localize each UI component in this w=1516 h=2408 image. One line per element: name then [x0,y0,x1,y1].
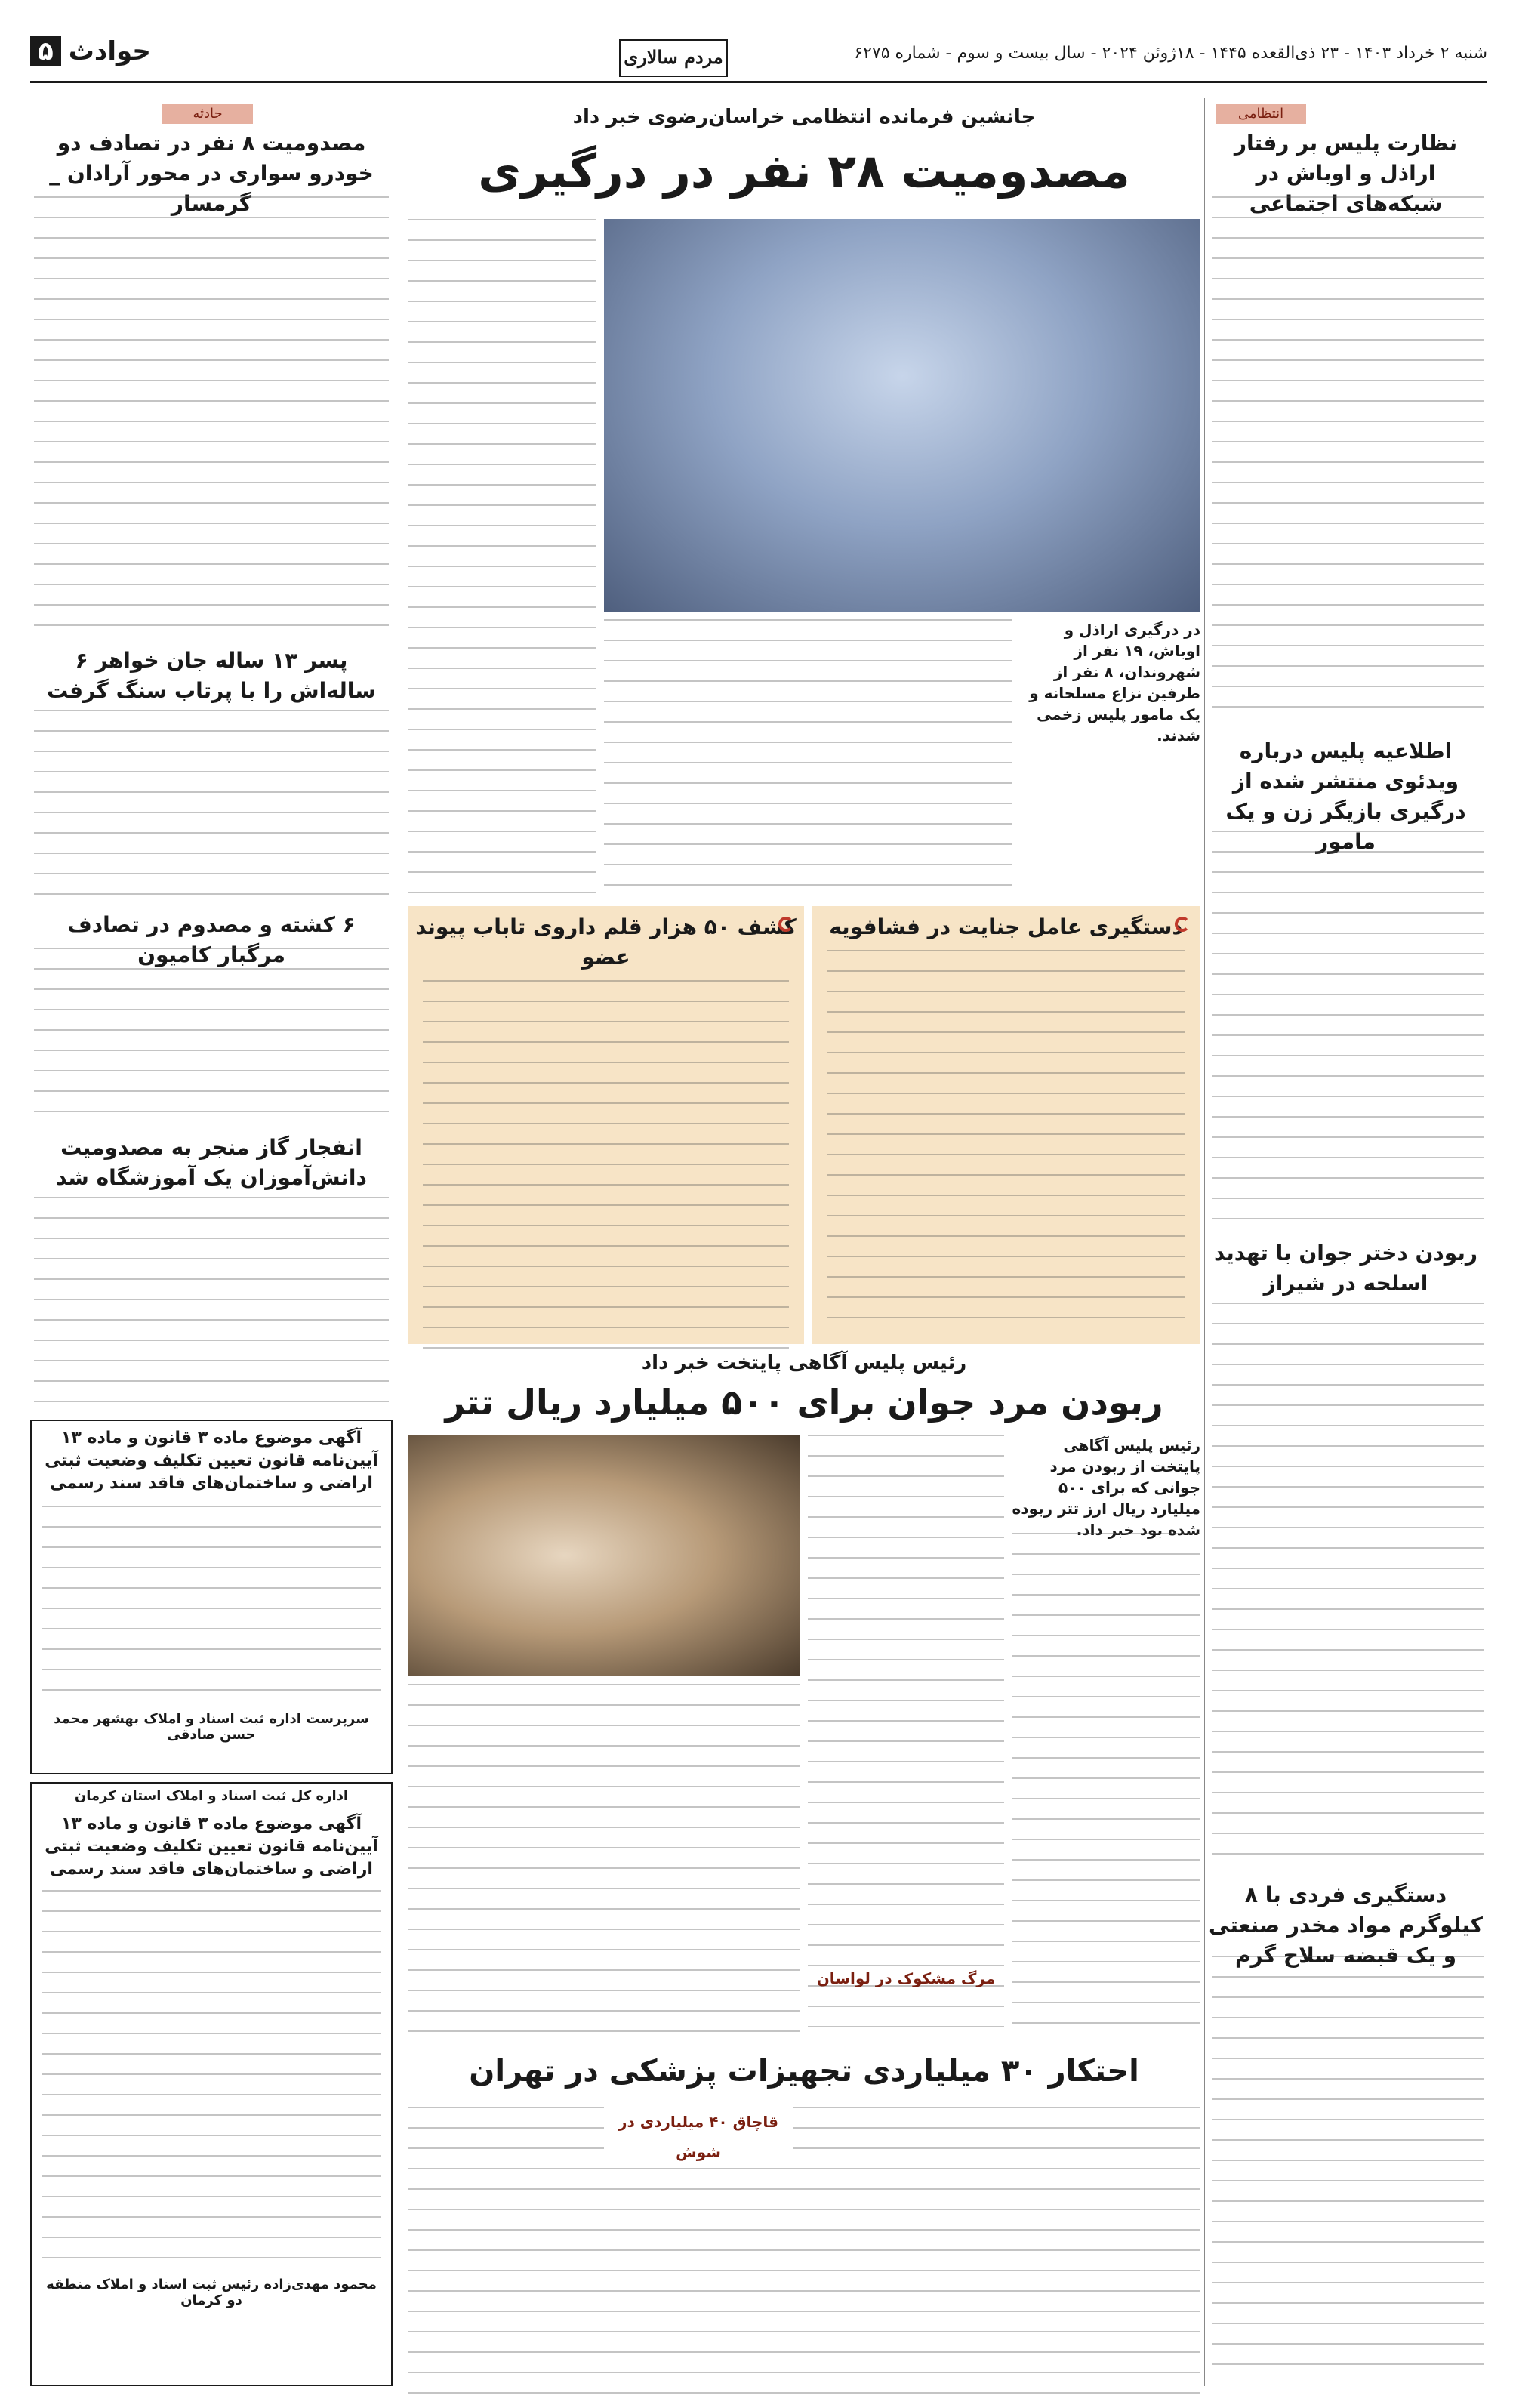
date-line: شنبه ۲ خرداد ۱۴۰۳ - ۲۳ ذی‌القعده ۱۴۴۵ - ۱۸ژوئن ۲۰۲۴ - سال بیست و سوم - شماره ۶۲۷۵ [854,44,1487,63]
third-article-text [408,2107,1200,2394]
right-headline-1: نظارت پلیس بر رفتار اراذل و اوباش در شبکه‌های اجتماعی [1234,131,1458,216]
column-tag-right: انتظامی [1216,104,1306,124]
left-headline-2: پسر ۱۳ ساله جان خواهر ۶ ساله‌اش را با پرتاب سنگ گرفت [47,648,376,703]
main-headline: مصدومیت ۲۸ نفر در درگیری [478,143,1130,199]
section-title [30,36,151,66]
ad-1-text [42,1506,381,1702]
ad-2-signature: محمود مهدی‌زاده رئیس ثبت اسناد و املاک منطقه دو کرمان [46,2277,377,2308]
ad-2-title: آگهی موضوع ماده ۳ قانون و ماده ۱۳ آیین‌نامه قانون تعیین تکلیف وضعیت ثبتی اراضی و ساختمان‌های فاقد سند رسمی [45,1814,378,1879]
second-article-columns [408,1684,800,2046]
second-subhead: مرگ مشکوک در لواسان [816,1969,996,1987]
second-headline: ربودن مرد جوان برای ۵۰۰ میلیارد ریال تتر [445,1382,1163,1423]
box-left-text [423,980,789,1358]
box-right-title: دستگیری عامل جنایت در فشافویه [829,914,1183,939]
second-article-column-2 [1012,1533,1200,2039]
ad-2-head: اداره کل ثبت اسناد و املاک استان کرمان [74,1788,349,1804]
left-article-2-text [34,710,389,906]
news-bullet-icon [1175,917,1190,932]
right-article-2-text [1212,831,1484,1223]
ad-1-title: آگهی موضوع ماده ۳ قانون و ماده ۱۳ آیین‌نامه قانون تعیین تکلیف وضعیت ثبتی اراضی و ساختمان‌های فاقد سند رسمی [45,1429,378,1493]
box-right-text [827,950,1185,1327]
second-photo [408,1435,800,1676]
main-article-column-1 [408,219,596,899]
ad-1-signature: سرپرست اداره ثبت اسناد و املاک بهشهر محمد حسن صادقی [54,1711,369,1743]
left-article-3-text [34,948,389,1129]
column-rule-right [1204,98,1205,2386]
main-article-columns [604,619,1012,891]
right-article-1-text [1212,196,1484,725]
left-article-4-text [34,1197,389,1408]
second-article-column-1 [808,1435,1004,2039]
newspaper-logo: مردم سالاری [619,39,728,77]
left-headline-4: انفجار گاز منجر به مصدومیت دانش‌آموزان یک آموزشگاه شد [56,1135,367,1190]
box-left [408,906,804,1344]
right-headline-3: ربودن دختر جوان با تهدید اسلحه در شیراز [1214,1241,1477,1296]
main-photo [604,219,1200,612]
page-number: ۵ [30,36,61,66]
left-headline-1: مصدومیت ۸ نفر در تصادف دو خودرو سواری در محور آرادان _ گرمسار [49,131,374,216]
right-article-3-text [1212,1303,1484,1861]
left-headline-3: ۶ کشته و مصدوم در تصادف مرگبار کامیون [67,912,356,967]
second-lead: رئیس پلیس آگاهی پایتخت از ربودن مرد جوانی که برای ۵۰۰ میلیارد ریال ارز تتر ربوده شده بود خبر داد. [1012,1436,1200,1539]
ad-2-text [42,1890,381,2268]
third-headline: احتکار ۳۰ میلیاردی تجهیزات پزشکی در تهران [469,2054,1139,2089]
news-bullet-icon [778,917,793,932]
main-lead: در درگیری اراذل و اوباش، ۱۹ نفر از شهروندان، ۸ نفر از طرفین نزاع مسلحانه و یک مامور پلیس زخمی شدند. [1029,621,1200,745]
right-article-4-text [1212,1956,1484,2379]
main-kicker: جانشین فرمانده انتظامی خراسان‌رضوی خبر داد [572,106,1036,128]
legal-ad-1 [30,1420,393,1774]
second-kicker: رئیس پلیس آگاهی پایتخت خبر داد [641,1352,967,1374]
left-article-1-text [34,196,389,634]
right-headline-4: دستگیری فردی با ۸ کیلوگرم مواد مخدر صنعتی و یک قبضه سلاح گرم [1209,1882,1483,1968]
section-label: حوادث [68,36,151,66]
third-subhead: قاچاق ۴۰ میلیاردی در شوش [604,2107,793,2167]
box-right [812,906,1200,1344]
legal-ad-2 [30,1782,393,2386]
column-tag-left: حادثه [162,104,253,124]
masthead [30,30,1487,83]
box-left-title: کشف ۵۰ هزار قلم داروی تاباب پیوند عضو [415,914,797,970]
right-headline-2: اطلاعیه پلیس درباره ویدئوی منتشر شده از درگیری بازیگر زن و یک مامور [1225,738,1466,854]
